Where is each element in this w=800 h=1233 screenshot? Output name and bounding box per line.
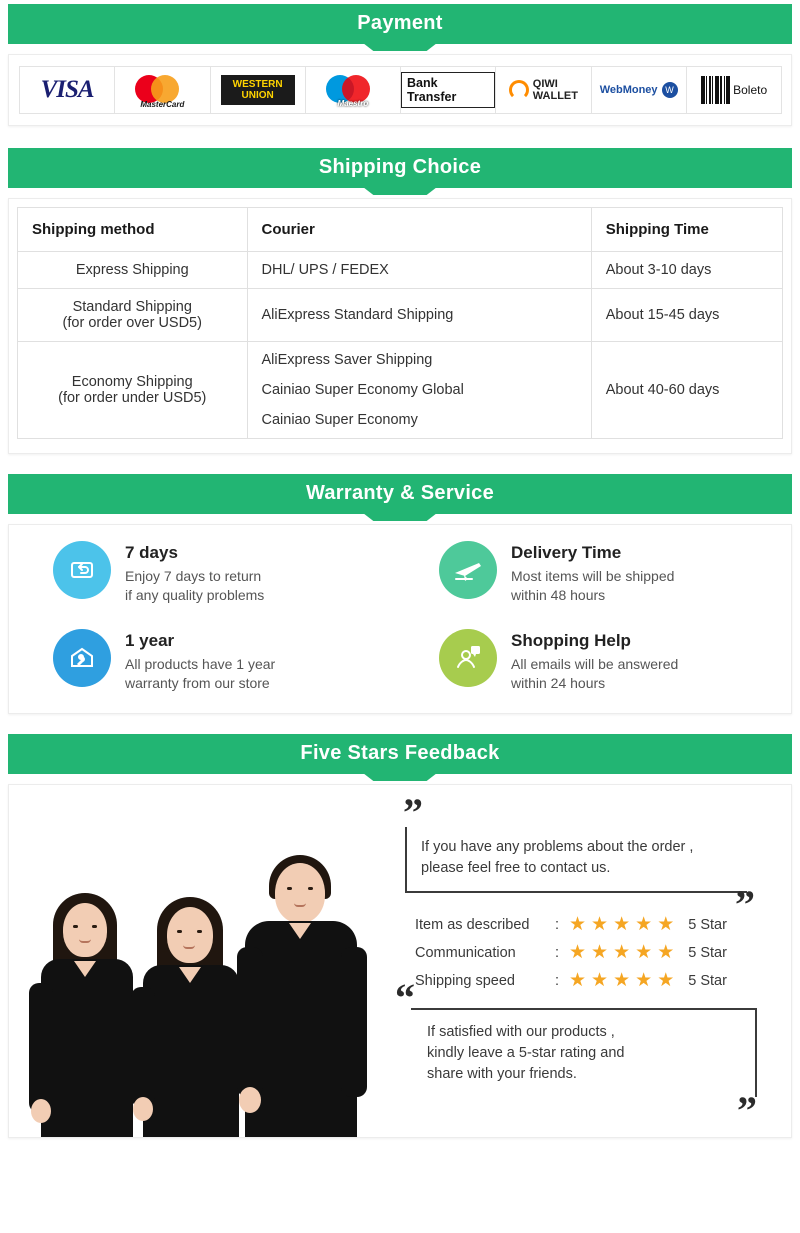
rating-label: Shipping speed bbox=[415, 972, 515, 989]
star-icon: ★ bbox=[635, 970, 653, 991]
warranty-item-desc bbox=[511, 567, 674, 605]
desc-line-2: within 48 hours bbox=[511, 587, 606, 603]
rating-colon: : bbox=[555, 916, 560, 933]
table-row bbox=[18, 342, 783, 439]
rating-value: 5 Star bbox=[688, 944, 727, 961]
payment-method-boleto bbox=[686, 66, 782, 114]
warranty-item-title: 1 year bbox=[125, 631, 175, 650]
qiwi-line1: QIWI bbox=[532, 78, 558, 90]
qiwi-text bbox=[533, 78, 578, 102]
table-row bbox=[18, 289, 783, 342]
table-row bbox=[18, 252, 783, 289]
qiwi-icon bbox=[509, 80, 529, 100]
cell-method bbox=[18, 289, 248, 342]
col-shipping-method: Shipping method bbox=[18, 208, 248, 252]
cell-method bbox=[18, 252, 248, 289]
rating-label: Communication bbox=[415, 944, 516, 961]
boleto-label: Boleto bbox=[733, 83, 768, 97]
warranty-item-year bbox=[19, 629, 395, 693]
warranty-grid bbox=[19, 541, 781, 693]
quote-mark-open-icon: “ bbox=[395, 975, 415, 1020]
rating-stars bbox=[569, 971, 674, 990]
star-icon: ★ bbox=[657, 914, 675, 935]
star-icon: ★ bbox=[569, 942, 587, 963]
courier-item: AliExpress Standard Shipping bbox=[261, 307, 454, 323]
warranty-text bbox=[511, 629, 678, 693]
desc-line-2: within 24 hours bbox=[511, 675, 606, 691]
method-note: (for order over USD5) bbox=[62, 315, 202, 331]
warranty-card bbox=[8, 524, 792, 714]
rating-label: Item as described bbox=[415, 916, 530, 933]
warranty-icon bbox=[53, 629, 111, 687]
star-icon: ★ bbox=[657, 942, 675, 963]
western-union-logo bbox=[221, 75, 295, 105]
warranty-item-delivery bbox=[405, 541, 781, 605]
method-name: Standard Shipping bbox=[72, 299, 192, 315]
banner-ribbon-tail bbox=[363, 773, 437, 781]
payment-method-visa bbox=[19, 66, 115, 114]
barcode-icon bbox=[701, 76, 731, 104]
star-icon: ★ bbox=[591, 942, 609, 963]
quote-bottom-line-3: share with your friends. bbox=[427, 1066, 577, 1082]
cell-courier bbox=[247, 289, 591, 342]
cell-time: About 40-60 days bbox=[591, 342, 782, 439]
shipping-banner bbox=[8, 148, 792, 188]
method-name: Economy Shipping bbox=[71, 374, 193, 390]
quote-mark-open-icon: ” bbox=[403, 790, 423, 835]
feedback-title: Five Stars Feedback bbox=[300, 742, 500, 764]
desc-line-1: All emails will be answered bbox=[511, 656, 679, 672]
desc-line-1: All products have 1 year bbox=[125, 656, 276, 672]
banner-ribbon-tail bbox=[363, 187, 437, 195]
payment-method-bank-transfer bbox=[400, 66, 496, 114]
quote-top-line-1: If you have any problems about the order , bbox=[421, 839, 694, 855]
cell-time: About 3-10 days bbox=[591, 252, 782, 289]
team-photo bbox=[9, 785, 377, 1137]
webmoney-icon: W bbox=[662, 82, 678, 98]
qiwi-logo bbox=[509, 78, 578, 102]
warranty-item-desc bbox=[511, 655, 678, 693]
feedback-inner bbox=[9, 785, 791, 1137]
shipping-title: Shipping Choice bbox=[318, 156, 482, 178]
payment-methods-row bbox=[8, 54, 792, 126]
warranty-title: Warranty & Service bbox=[305, 482, 495, 504]
shipping-table-card bbox=[8, 198, 792, 454]
star-icon: ★ bbox=[613, 942, 631, 963]
star-icon: ★ bbox=[569, 914, 587, 935]
person-right bbox=[237, 855, 367, 1137]
cell-method bbox=[18, 342, 248, 439]
rating-value: 5 Star bbox=[688, 972, 727, 989]
star-icon: ★ bbox=[613, 970, 631, 991]
star-icon: ★ bbox=[635, 914, 653, 935]
boleto-logo bbox=[701, 76, 768, 104]
desc-line-2: if any quality problems bbox=[125, 587, 265, 603]
desc-line-1: Most items will be shipped bbox=[511, 568, 675, 584]
western-union-line2: UNION bbox=[241, 90, 274, 101]
quote-mark-close-icon: ” bbox=[735, 882, 755, 927]
feedback-card bbox=[8, 784, 792, 1138]
maestro-label: Maestro bbox=[337, 99, 369, 108]
payment-method-maestro bbox=[305, 66, 401, 114]
star-icon: ★ bbox=[591, 970, 609, 991]
western-union-line1: WESTERN bbox=[232, 79, 283, 90]
mastercard-logo bbox=[131, 73, 193, 107]
desc-line-2: warranty from our store bbox=[125, 675, 270, 691]
rating-colon: : bbox=[555, 944, 560, 961]
payment-method-qiwi bbox=[495, 66, 591, 114]
warranty-text bbox=[511, 541, 674, 605]
warranty-item-help bbox=[405, 629, 781, 693]
desc-line-1: Enjoy 7 days to return bbox=[125, 568, 262, 584]
star-icon: ★ bbox=[635, 942, 653, 963]
rating-stars bbox=[569, 943, 674, 962]
star-icon: ★ bbox=[569, 970, 587, 991]
warranty-banner bbox=[8, 474, 792, 514]
star-icon: ★ bbox=[613, 914, 631, 935]
feedback-banner-wrap bbox=[8, 734, 792, 774]
webmoney-label: WebMoney bbox=[599, 84, 658, 96]
feedback-banner bbox=[8, 734, 792, 774]
return-icon bbox=[53, 541, 111, 599]
banner-ribbon-tail bbox=[363, 43, 437, 51]
method-note: (for order under USD5) bbox=[58, 390, 207, 406]
courier-item: Cainiao Super Economy Global bbox=[261, 382, 464, 398]
courier-item: DHL/ UPS / FEDEX bbox=[261, 262, 389, 278]
warranty-item-title: 7 days bbox=[125, 543, 178, 562]
cell-courier bbox=[247, 342, 591, 439]
payment-method-mastercard bbox=[114, 66, 210, 114]
quote-bottom-line-2: kindly leave a 5-star rating and bbox=[427, 1045, 625, 1061]
warranty-text bbox=[125, 629, 275, 693]
webmoney-logo bbox=[600, 82, 678, 98]
rating-value: 5 Star bbox=[688, 916, 727, 933]
payment-method-western-union bbox=[210, 66, 306, 114]
mastercard-label: MasterCard bbox=[140, 100, 185, 109]
courier-item: AliExpress Saver Shipping bbox=[261, 352, 433, 368]
rating-row bbox=[415, 971, 775, 990]
payment-method-webmoney bbox=[591, 66, 687, 114]
product-description-page bbox=[0, 4, 800, 1233]
qiwi-line2: WALLET bbox=[532, 90, 578, 102]
rating-row bbox=[415, 915, 775, 934]
warranty-banner-wrap bbox=[8, 474, 792, 514]
bank-transfer-label: Bank Transfer bbox=[401, 72, 495, 108]
star-icon: ★ bbox=[657, 970, 675, 991]
payment-banner-wrap bbox=[8, 4, 792, 44]
table-header-row bbox=[18, 208, 783, 252]
warranty-item-desc bbox=[125, 567, 264, 605]
col-courier: Courier bbox=[247, 208, 591, 252]
quote-bottom-line-1: If satisfied with our products , bbox=[427, 1024, 615, 1040]
maestro-logo bbox=[322, 73, 384, 107]
shopping-help-icon bbox=[439, 629, 497, 687]
banner-ribbon-tail bbox=[363, 513, 437, 521]
rating-stars bbox=[569, 915, 674, 934]
warranty-item-title: Delivery Time bbox=[511, 543, 622, 562]
cell-time: About 15-45 days bbox=[591, 289, 782, 342]
visa-logo: VISA bbox=[40, 76, 94, 103]
cell-courier bbox=[247, 252, 591, 289]
shipping-table bbox=[17, 207, 783, 439]
ratings-list bbox=[415, 915, 775, 990]
feedback-content bbox=[377, 785, 791, 1137]
rating-colon: : bbox=[555, 972, 560, 989]
warranty-item-return bbox=[19, 541, 395, 605]
warranty-item-title: Shopping Help bbox=[511, 631, 631, 650]
shipping-banner-wrap bbox=[8, 148, 792, 188]
airplane-icon bbox=[439, 541, 497, 599]
warranty-item-desc bbox=[125, 655, 275, 693]
warranty-text bbox=[125, 541, 264, 605]
quote-top-line-2: please feel free to contact us. bbox=[421, 860, 611, 876]
payment-banner bbox=[8, 4, 792, 44]
mastercard-circle-yellow bbox=[151, 75, 179, 103]
col-shipping-time: Shipping Time bbox=[591, 208, 782, 252]
courier-item: Cainiao Super Economy bbox=[261, 412, 418, 428]
quote-mark-close-icon: ” bbox=[737, 1088, 757, 1133]
rating-row bbox=[415, 943, 775, 962]
star-icon: ★ bbox=[591, 914, 609, 935]
method-name: Express Shipping bbox=[75, 262, 189, 278]
payment-title: Payment bbox=[357, 12, 443, 34]
